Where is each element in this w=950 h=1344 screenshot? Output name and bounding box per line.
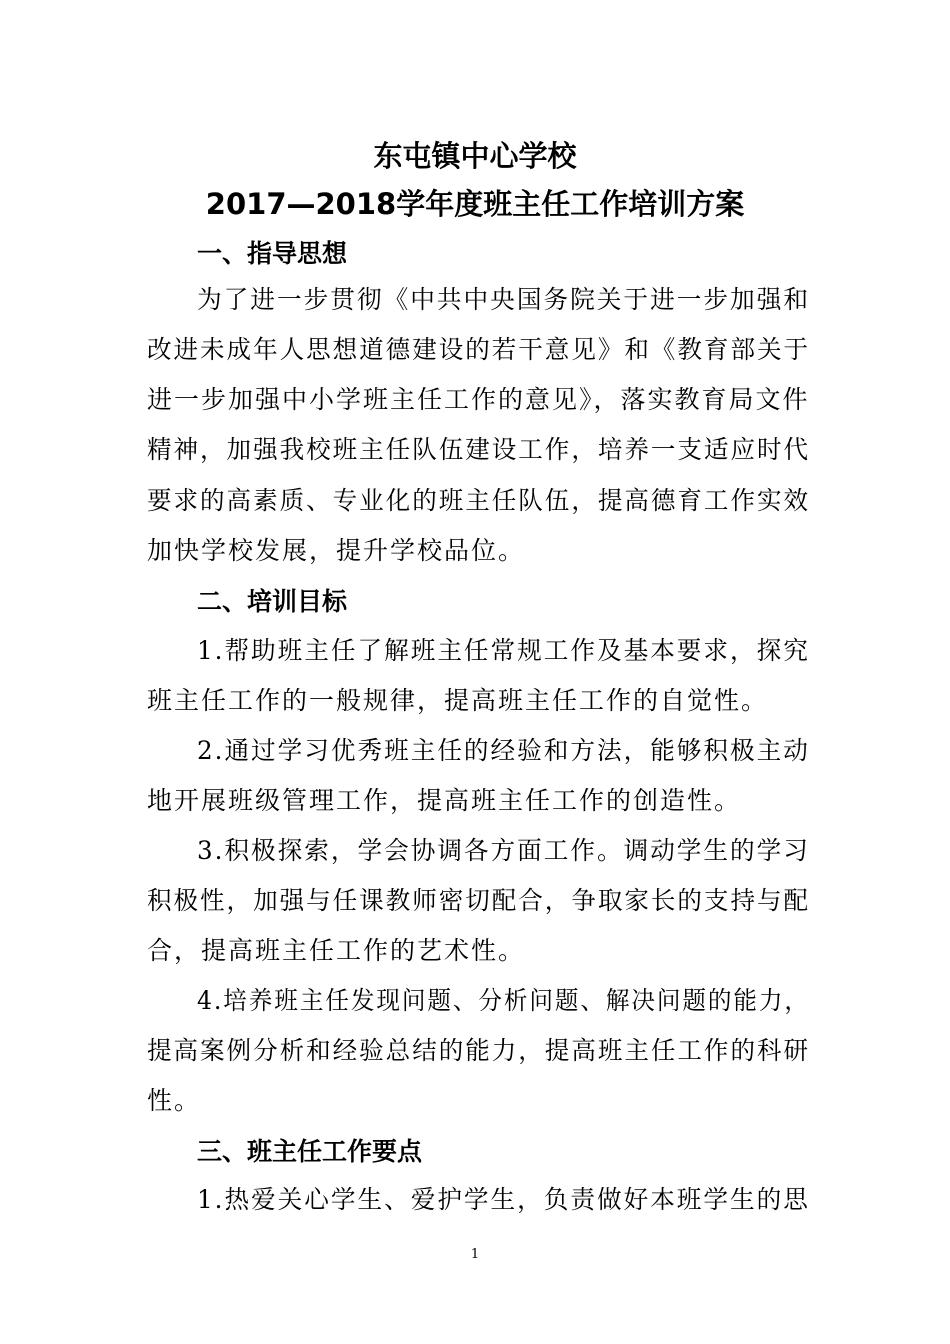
paragraph-line: 要求的高素质、专业化的班主任队伍，提高德育工作实效 [147, 486, 811, 515]
paragraph-line: 3.积极探索，学会协调各方面工作。调动学生的学习 [197, 836, 810, 865]
section-heading-guiding-idea: 一、指导思想 [197, 239, 348, 268]
paragraph-line: 为了进一步贯彻《中共中央国务院关于进一步加强和 [197, 285, 811, 314]
document-title-school: 东屯镇中心学校 [373, 139, 577, 173]
paragraph-line: 积极性，加强与任课教师密切配合，争取家长的支持与配 [147, 886, 811, 915]
page-number: 1 [470, 1247, 480, 1262]
section-heading-training-goals: 二、培训目标 [197, 587, 348, 616]
paragraph-line: 2.通过学习优秀班主任的经验和方法，能够积极主动 [197, 736, 810, 765]
paragraph-line: 性。 [147, 1086, 202, 1115]
paragraph-line: 4.培养班主任发现问题、分析问题、解决问题的能力， [197, 986, 810, 1015]
paragraph-line: 精神，加强我校班主任队伍建设工作，培养一支适应时代 [147, 435, 811, 464]
document-title-plan: 2017—2018学年度班主任工作培训方案 [205, 187, 745, 221]
paragraph-line: 1.热爱关心学生、爱护学生，负责做好本班学生的思 [197, 1185, 810, 1214]
paragraph-line: 进一步加强中小学班主任工作的意见》，落实教育局文件 [147, 385, 810, 414]
section-heading-work-points: 三、班主任工作要点 [197, 1137, 423, 1166]
paragraph-line: 地开展班级管理工作，提高班主任工作的创造性。 [147, 786, 742, 815]
paragraph-line: 提高案例分析和经验总结的能力，提高班主任工作的科研 [147, 1036, 811, 1065]
paragraph-line: 班主任工作的一般规律，提高班主任工作的自觉性。 [147, 686, 769, 715]
paragraph-line: 1.帮助班主任了解班主任常规工作及基本要求，探究 [197, 636, 810, 665]
paragraph-line: 合，提高班主任工作的艺术性。 [147, 936, 526, 965]
paragraph-line: 加快学校发展，提升学校品位。 [147, 536, 526, 565]
paragraph-line: 改进未成年人思想道德建设的若干意见》和《教育部关于 [147, 335, 811, 364]
